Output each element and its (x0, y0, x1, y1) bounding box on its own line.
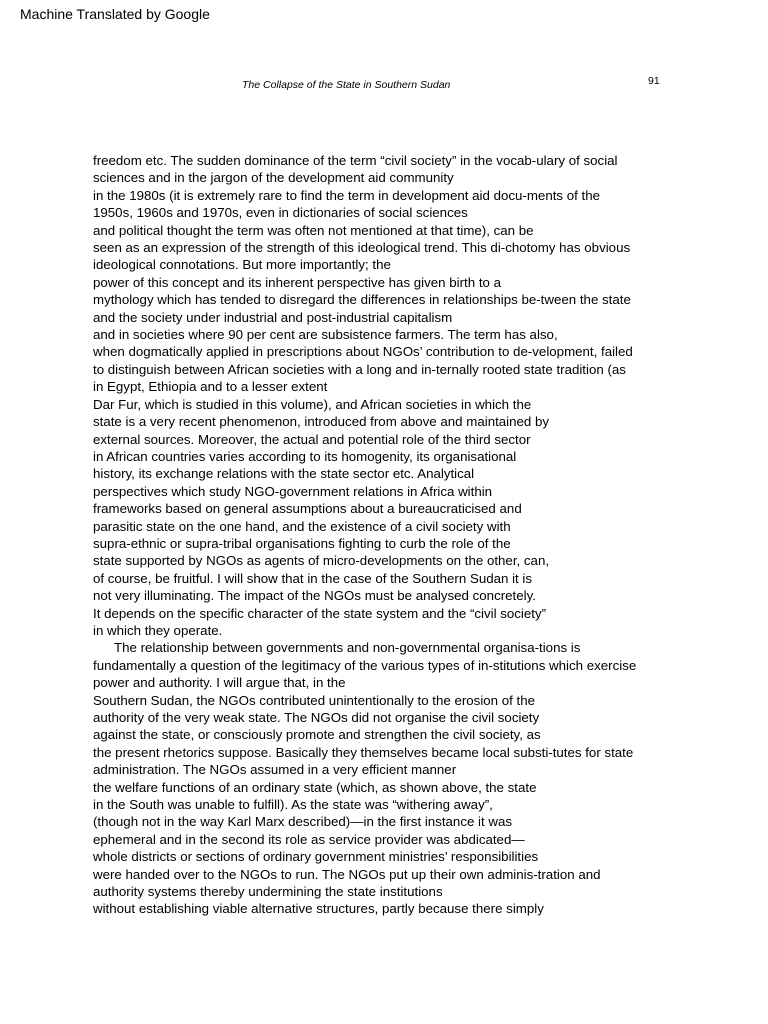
text-line: against the state, or consciously promote and strengthen the civil society, as (93, 727, 541, 743)
page-number: 91 (648, 75, 660, 87)
body-text (93, 152, 693, 918)
text-line: in which they operate. (93, 622, 223, 638)
text-line: and the society under industrial and post-industrial capitalism (93, 309, 453, 325)
text-line: Dar Fur, which is studied in this volume), and African societies in which the (93, 396, 532, 412)
text-line: mythology which has tended to disregard the differences in relationships be-tween the state (93, 292, 631, 308)
text-line: authority of the very weak state. The NGOs did not organise the civil society (93, 710, 540, 725)
text-line: the welfare functions of an ordinary state (which, as shown above, the state (93, 779, 537, 795)
text-line: parasitic state on the one hand, and the existence of a civil society with (93, 518, 511, 534)
text-line: authority systems thereby undermining the state institutions (93, 884, 443, 900)
text-line: power of this concept and its inherent perspective has given birth to a (93, 274, 502, 290)
text-line: in Egypt, Ethiopia and to a lesser extent (93, 379, 328, 395)
text-line: and political thought the term was often not mentioned at that time), can be (93, 222, 534, 238)
text-line: in African countries varies according to its homogenity, its organisational (93, 448, 517, 464)
text-line: It depends on the specific character of the state system and the “civil society” (93, 605, 547, 621)
text-line: 1950s, 1960s and 1970s, even in dictionaries of social sciences (93, 205, 468, 221)
text-line: whole districts or sections of ordinary government ministries’ responsibilities (93, 849, 539, 865)
text-line: freedom etc. The sudden dominance of the term “civil society” in the vocab-ulary of social (93, 153, 618, 168)
text-line: fundamentally a question of the legitimacy of the various types of in-stitutions which exercise (93, 657, 637, 673)
text-line: and in societies where 90 per cent are subsistence farmers. The term has also, (93, 327, 558, 343)
text-line: were handed over to the NGOs to run. The NGOs put up their own adminis-tration and (93, 866, 601, 882)
paragraph-first-line: The relationship between governments and non-governmental organisa-tions is (114, 640, 581, 656)
text-line: ideological connotations. But more importantly; the (93, 257, 391, 273)
text-line: when dogmatically applied in prescriptions about NGOs’ contribution to de-velopment, failed (93, 344, 633, 360)
text-line: state is a very recent phenomenon, introduced from above and maintained by (93, 414, 550, 430)
text-line: in the 1980s (it is extremely rare to find the term in development aid docu-ments of the (93, 187, 601, 203)
text-line: to distinguish between African societies with a long and in-ternally rooted state tradition (as (93, 361, 626, 377)
text-line: ephemeral and in the second its role as service provider was abdicated— (93, 831, 525, 847)
text-line: not very illuminating. The impact of the NGOs must be analysed concretely. (93, 588, 536, 604)
text-line: administration. The NGOs assumed in a very efficient manner (93, 762, 457, 778)
text-line: power and authority. I will argue that, in the (93, 675, 346, 691)
text-line: history, its exchange relations with the state sector etc. Analytical (93, 466, 475, 482)
running-head: The Collapse of the State in Southern Sudan (242, 79, 451, 91)
text-line: without establishing viable alternative structures, partly because there simply (93, 901, 544, 917)
text-line: (though not in the way Karl Marx described)—in the first instance it was (93, 814, 513, 830)
text-line: the present rhetorics suppose. Basically they themselves became local substi-tutes for state (93, 744, 634, 760)
text-line: Southern Sudan, the NGOs contributed unintentionally to the erosion of the (93, 692, 536, 708)
text-line: perspectives which study NGO-government relations in Africa within (93, 483, 493, 499)
text-line: sciences and in the jargon of the development aid community (93, 170, 454, 186)
text-line: in the South was unable to fulfill). As the state was “withering away”, (93, 797, 493, 813)
machine-translation-banner: Machine Translated by Google (20, 6, 210, 22)
text-line: state supported by NGOs as agents of micro-developments on the other, can, (93, 553, 550, 569)
text-line: seen as an expression of the strength of this ideological trend. This di-chotomy has obvious (93, 240, 631, 256)
text-line: frameworks based on general assumptions about a bureaucraticised and (93, 501, 522, 517)
text-line: of course, be fruitful. I will show that in the case of the Southern Sudan it is (93, 570, 533, 586)
text-line: supra-ethnic or supra-tribal organisations fighting to curb the role of the (93, 535, 511, 551)
text-line: external sources. Moreover, the actual and potential role of the third sector (93, 431, 531, 447)
